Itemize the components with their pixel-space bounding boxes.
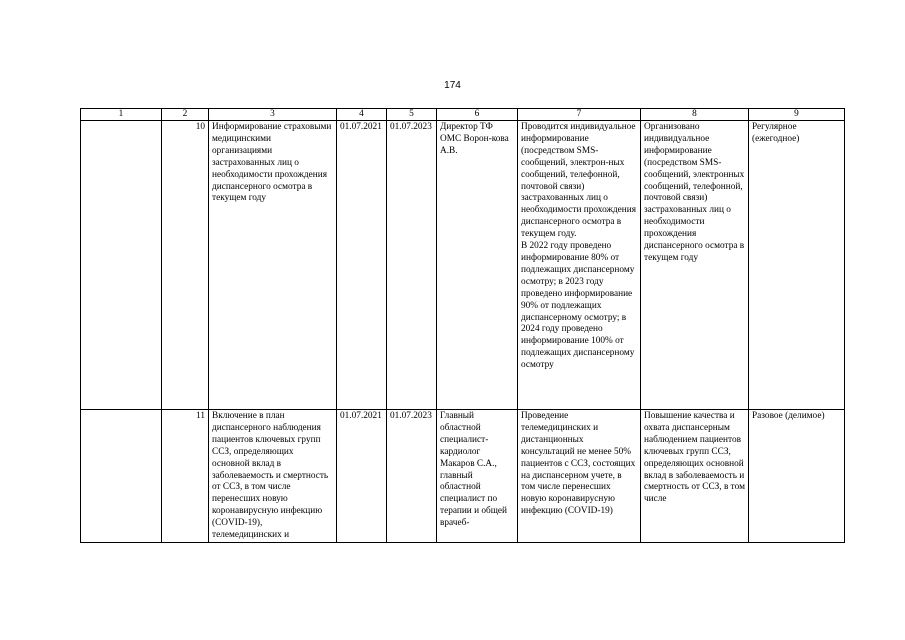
section-cell — [81, 121, 162, 410]
column-number: 8 — [641, 109, 749, 121]
responsible-person: Директор ТФ ОМС Ворон-кова А.В. — [437, 121, 518, 410]
column-number: 7 — [518, 109, 641, 121]
measures-table — [80, 108, 845, 543]
measure-name: Включение в план диспансерного наблюдения пациентов ключевых групп ССЗ, определяющих основной вклад в заболеваемость и смертность от ССЗ, в том числе перенесших новую коронавирусную инфекцию (COVID-19), телемедицинских и — [209, 410, 337, 543]
column-number: 9 — [749, 109, 845, 121]
expected-outcome: Повышение качества и охвата диспансерным наблюдением пациентов ключевых групп ССЗ, определяющих основной вклад в заболеваемость и смертность от ССЗ, в том числе — [641, 410, 749, 543]
column-number: 2 — [162, 109, 209, 121]
measure-name: Информирование страховыми медицинскими организациями застрахованных лиц о необходимости прохождения диспансерного осмотра в текущем году — [209, 121, 337, 410]
item-number: 10 — [162, 121, 209, 410]
result-description: Проведение телемедицинских и дистанционных консультаций не менее 50% пациентов с ССЗ, состоящих на диспансерном учете, в том числе перенесших новую коронавирусную инфекцию (COVID-19) — [518, 410, 641, 543]
result-description — [518, 121, 641, 410]
end-date: 01.07.2023 — [387, 121, 437, 410]
periodicity: Разовое (делимое) — [749, 410, 845, 543]
table-row — [81, 121, 845, 410]
column-number: 6 — [437, 109, 518, 121]
column-number: 5 — [387, 109, 437, 121]
column-number: 1 — [81, 109, 162, 121]
page-number: 174 — [444, 80, 461, 91]
column-number-row — [81, 109, 845, 121]
periodicity: Регулярное (ежегодное) — [749, 121, 845, 410]
result-paragraph: Проводится индивидуальное информирование (посредством SMS-сообщений, электрон-ных сообщений, телефонной, почтовой связи) застрахованных лиц о необходимости прохождения диспансерного осмотра в текущем году. — [521, 122, 637, 240]
column-number: 4 — [337, 109, 387, 121]
item-number: 11 — [162, 410, 209, 543]
section-cell — [81, 410, 162, 543]
start-date: 01.07.2021 — [337, 121, 387, 410]
table-row — [81, 410, 845, 543]
start-date: 01.07.2021 — [337, 410, 387, 543]
responsible-person: Главный областной специалист-кардиолог Макаров С.А., главный областной специалист по терапии и общей врачеб- — [437, 410, 518, 543]
column-number: 3 — [209, 109, 337, 121]
end-date: 01.07.2023 — [387, 410, 437, 543]
expected-outcome: Организовано индивидуальное информирование (посредством SMS-сообщений, электронных сообщений, телефонной, почтовой связи) застрахованных лиц о необходимости прохождения диспансерного осмотра в текущем году — [641, 121, 749, 410]
result-paragraph: В 2022 году проведено информирование 80% от подлежащих диспансерному осмотру; в 2023 году проведено информирование 90% от подлежащих диспансерному осмотру; в 2024 году проведено информирование 100% от подлежащих диспансерному осмотру — [521, 241, 635, 371]
